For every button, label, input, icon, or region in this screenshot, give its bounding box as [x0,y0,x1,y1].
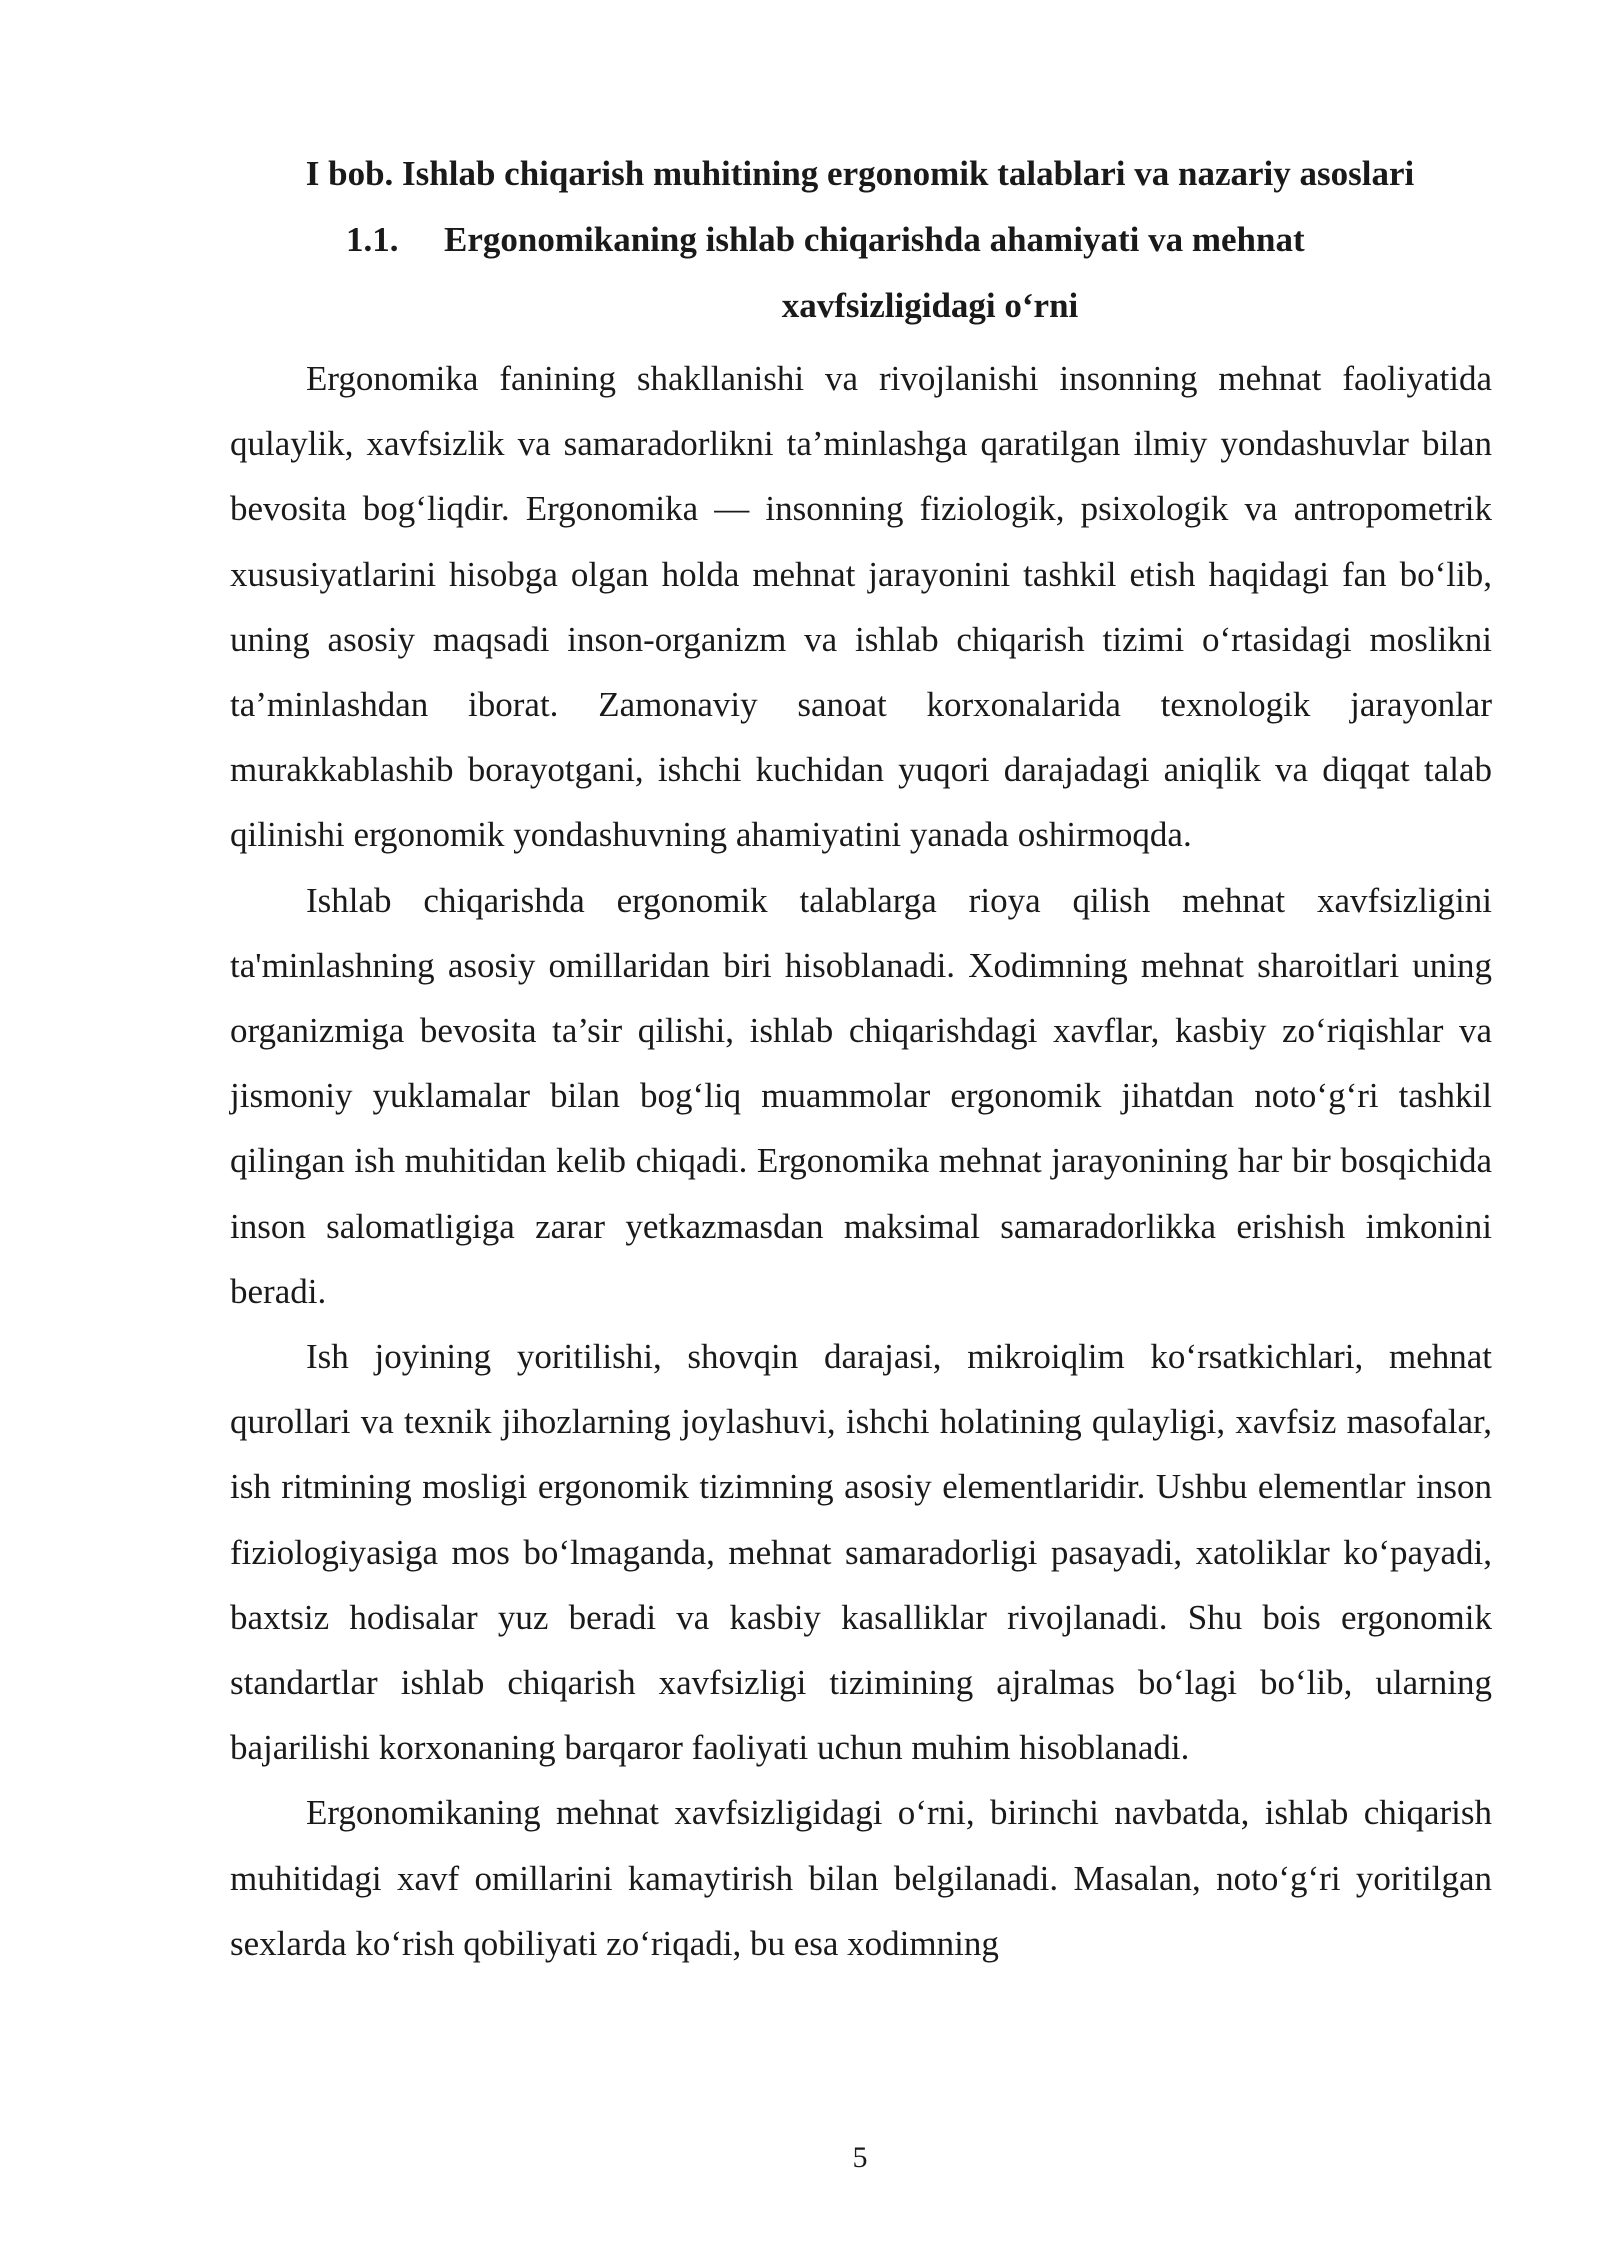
paragraph: Ish joyining yoritilishi, shovqin darajasi, mikroiqlim ko‘rsatkichlari, mehnat qurollari va texnik jihozlarning joylashuvi, ishchi holatining qulayligi, xavfsiz masofalar, ish ritmining mosligi ergonomik tizimning asosiy elementlaridir. Ushbu elementlar inson fiziologiyasiga mos bo‘lmaganda, mehnat samaradorligi pasayadi, xatoliklar ko‘payadi, baxtsiz hodisalar yuz beradi va kasbiy kasalliklar rivojlanadi. Shu bois ergonomik standartlar ishlab chiqarish xavfsizligi tizimining ajralmas bo‘lagi bo‘lib, ularning bajarilishi korxonaning barqaror faoliyati uchun muhim hisoblanadi. [230,1337,1492,1768]
chapter-title: I bob. Ishlab chiqarish muhitining ergonomik talablari va nazariy asoslari [305,154,1415,193]
section-title-line2: xavfsizligidagi o‘rni [781,286,1079,325]
body-text [230,346,1492,1976]
section-title-line1: Ergonomikaning ishlab chiqarishda ahamiyati va mehnat [444,220,1305,259]
section-number: 1.1. [346,220,399,259]
page-number: 5 [852,2141,868,2174]
section-heading [346,216,1305,264]
paragraph: Ergonomikaning mehnat xavfsizligidagi o‘rni, birinchi navbatda, ishlab chiqarish muhitidagi xavf omillarini kamaytirish bilan belgilanadi. Masalan, noto‘g‘ri yoritilgan sexlarda ko‘rish qobiliyati zo‘riqadi, bu esa xodimning [230,1793,1492,1963]
paragraph: Ergonomika fanining shakllanishi va rivojlanishi insonning mehnat faoliyatida qulaylik, xavfsizlik va samaradorlikni ta’minlashga qaratilgan ilmiy yondashuvlar bilan bevosita bog‘liqdir. Ergonomika — insonning fiziologik, psixologik va antropometrik xususiyatlarini hisobga olgan holda mehnat jarayonini tashkil etish haqidagi fan bo‘lib, uning asosiy maqsadi inson-organizm va ishlab chiqarish tizimi o‘rtasidagi moslikni ta’minlashdan iborat. Zamonaviy sanoat korxonalarida texnologik jarayonlar murakkablashib borayotgani, ishchi kuchidan yuqori darajadagi aniqlik va diqqat talab qilinishi ergonomik yondashuvning ahamiyatini yanada oshirmoqda. [230,359,1492,855]
paragraph: Ishlab chiqarishda ergonomik talablarga rioya qilish mehnat xavfsizligini ta'minlashning asosiy omillaridan biri hisoblanadi. Xodimning mehnat sharoitlari uning organizmiga bevosita ta’sir qilishi, ishlab chiqarishdagi xavflar, kasbiy zo‘riqishlar va jismoniy yuklamalar bilan bog‘liq muammolar ergonomik jihatdan noto‘g‘ri tashkil qilingan ish muhitidan kelib chiqadi. Ergonomika mehnat jarayonining har bir bosqichida inson salomatligiga zarar yetkazmasdan maksimal samaradorlikka erishish imkonini beradi. [230,880,1492,1311]
